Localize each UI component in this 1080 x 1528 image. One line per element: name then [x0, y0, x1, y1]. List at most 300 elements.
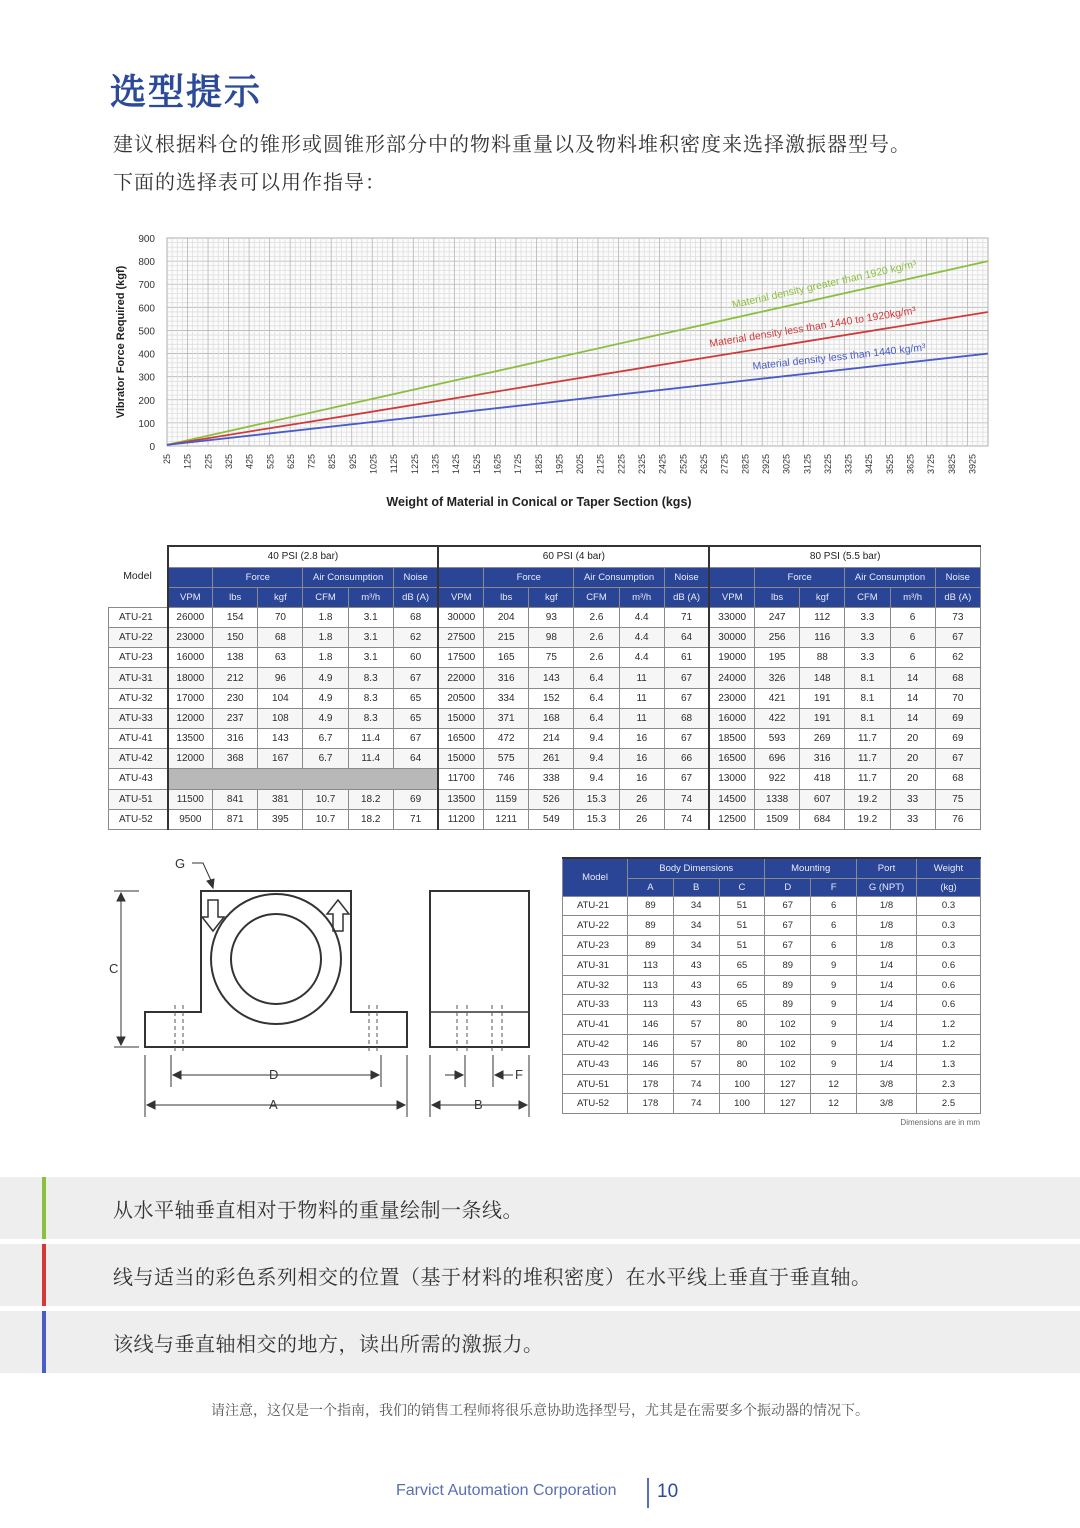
value-cell: 15000	[438, 708, 483, 728]
value-cell: 26	[619, 789, 664, 809]
unit-header: lbs	[213, 587, 258, 607]
value-cell: 80	[719, 1035, 765, 1055]
value-cell: 3.3	[845, 628, 890, 648]
x-tick-label: 2925	[760, 454, 771, 475]
value-cell: 0.3	[917, 896, 981, 916]
value-cell: 102	[765, 1015, 811, 1035]
value-cell: 16000	[709, 708, 754, 728]
dims-note: Dimensions are in mm	[900, 1118, 980, 1127]
value-cell: 1338	[755, 789, 800, 809]
x-tick-label: 1725	[513, 454, 524, 475]
value-cell: 13500	[168, 729, 213, 749]
value-cell: 14	[890, 668, 935, 688]
value-cell: 60	[393, 648, 438, 668]
value-cell: 9	[811, 995, 857, 1015]
label-d: D	[269, 1067, 279, 1082]
y-tick-label: 500	[138, 326, 155, 338]
sub-header: Air Consumption	[574, 567, 664, 587]
step-3	[0, 1311, 1080, 1373]
step-2-text: 线与适当的彩色系列相交的位置（基于材料的堆积密度）在水平线上垂直于垂直轴。	[113, 1265, 872, 1289]
model-cell: ATU-43	[563, 1054, 628, 1074]
x-tick-label: 3325	[843, 454, 854, 475]
value-cell: 127	[765, 1074, 811, 1094]
x-tick-label: 3225	[822, 454, 833, 475]
value-cell: 8.3	[348, 668, 393, 688]
x-tick-label: 25	[162, 454, 172, 465]
value-cell: 212	[213, 668, 258, 688]
value-cell: 696	[755, 749, 800, 769]
x-tick-label: 2825	[740, 454, 751, 475]
group-header-80psi: 80 PSI (5.5 bar)	[709, 546, 980, 567]
label-f: F	[515, 1067, 523, 1082]
value-cell: 6	[811, 896, 857, 916]
value-cell: 871	[213, 809, 258, 829]
value-cell: 4.4	[619, 628, 664, 648]
unavailable-cell	[168, 769, 439, 789]
model-cell: ATU-31	[109, 668, 168, 688]
table-row	[563, 1054, 981, 1074]
x-tick-label: 325	[223, 454, 234, 470]
unit-header: VPM	[709, 587, 754, 607]
value-cell: 51	[719, 896, 765, 916]
model-cell: ATU-32	[563, 975, 628, 995]
value-cell: 16500	[709, 749, 754, 769]
value-cell: 15.3	[574, 789, 619, 809]
value-cell: 146	[628, 1054, 674, 1074]
value-cell: 127	[765, 1094, 811, 1114]
value-cell: 1/4	[857, 955, 917, 975]
value-cell: 9.4	[574, 769, 619, 789]
value-cell: 10.7	[303, 789, 348, 809]
value-cell: 146	[628, 1015, 674, 1035]
value-cell: 6.4	[574, 688, 619, 708]
value-cell: 334	[484, 688, 529, 708]
value-cell: 89	[628, 916, 674, 936]
value-cell: 230	[213, 688, 258, 708]
value-cell: 8.1	[845, 708, 890, 728]
value-cell: 6	[890, 648, 935, 668]
value-cell: 74	[673, 1074, 719, 1094]
value-cell: 3.1	[348, 607, 393, 627]
model-cell: ATU-22	[563, 916, 628, 936]
value-cell: 1/4	[857, 975, 917, 995]
value-cell: 67	[765, 896, 811, 916]
unit-header: dB (A)	[935, 587, 980, 607]
value-cell: 12	[811, 1094, 857, 1114]
value-cell: 261	[529, 749, 574, 769]
x-tick-label: 3825	[946, 454, 957, 475]
x-tick-label: 3425	[864, 454, 875, 475]
value-cell: 65	[719, 995, 765, 1015]
value-cell: 17500	[438, 648, 483, 668]
model-header: Model	[109, 546, 168, 607]
unit-header: CFM	[845, 587, 890, 607]
table-row	[109, 607, 981, 627]
model-cell: ATU-32	[109, 688, 168, 708]
model-cell: ATU-43	[109, 769, 168, 789]
y-tick-label: 400	[138, 349, 155, 361]
value-cell: 11.7	[845, 729, 890, 749]
value-cell: 11.4	[348, 749, 393, 769]
value-cell: 51	[719, 916, 765, 936]
table-row	[563, 955, 981, 975]
dims-header-port: Port	[857, 858, 917, 878]
vibrator-side-body	[430, 891, 529, 1047]
value-cell: 14	[890, 688, 935, 708]
value-cell: 138	[213, 648, 258, 668]
value-cell: 13500	[438, 789, 483, 809]
x-tick-label: 2025	[575, 454, 586, 475]
value-cell: 9	[811, 975, 857, 995]
y-tick-label: 0	[149, 442, 155, 453]
sub-header: Noise	[935, 567, 980, 587]
value-cell: 2.6	[574, 628, 619, 648]
value-cell: 0.3	[917, 916, 981, 936]
value-cell: 17000	[168, 688, 213, 708]
value-cell: 395	[258, 809, 303, 829]
value-cell: 67	[765, 936, 811, 956]
force-chart	[105, 228, 995, 518]
value-cell: 12500	[709, 809, 754, 829]
table-row	[563, 1094, 981, 1114]
value-cell: 61	[664, 648, 709, 668]
table-row	[109, 668, 981, 688]
label-b: B	[474, 1097, 483, 1112]
value-cell: 418	[800, 769, 845, 789]
value-cell: 69	[935, 708, 980, 728]
value-cell: 1.3	[917, 1054, 981, 1074]
value-cell: 70	[935, 688, 980, 708]
value-cell: 27500	[438, 628, 483, 648]
value-cell: 8.1	[845, 668, 890, 688]
value-cell: 215	[484, 628, 529, 648]
model-cell: ATU-41	[109, 729, 168, 749]
dims-unit-header: D	[765, 878, 811, 896]
value-cell: 0.3	[917, 936, 981, 956]
value-cell: 6.4	[574, 668, 619, 688]
x-tick-label: 3625	[905, 454, 916, 475]
sub-header	[709, 567, 754, 587]
value-cell: 12000	[168, 749, 213, 769]
x-tick-label: 3525	[884, 454, 895, 475]
y-tick-label: 900	[138, 234, 155, 245]
value-cell: 9	[811, 1054, 857, 1074]
value-cell: 1.2	[917, 1035, 981, 1055]
x-tick-label: 1425	[451, 454, 462, 475]
y-tick-label: 200	[138, 395, 155, 407]
dims-unit-header: G (NPT)	[857, 878, 917, 896]
value-cell: 43	[673, 975, 719, 995]
value-cell: 89	[765, 955, 811, 975]
model-cell: ATU-52	[109, 809, 168, 829]
value-cell: 3.3	[845, 648, 890, 668]
value-cell: 2.3	[917, 1074, 981, 1094]
dims-unit-header: C	[719, 878, 765, 896]
value-cell: 4.9	[303, 708, 348, 728]
model-cell: ATU-21	[109, 607, 168, 627]
value-cell: 0.6	[917, 995, 981, 1015]
value-cell: 30000	[709, 628, 754, 648]
value-cell: 3.3	[845, 607, 890, 627]
sub-header: Air Consumption	[303, 567, 393, 587]
dims-header-weight: Weight	[917, 858, 981, 878]
value-cell: 74	[664, 809, 709, 829]
value-cell: 89	[765, 975, 811, 995]
value-cell: 143	[258, 729, 303, 749]
value-cell: 68	[935, 769, 980, 789]
x-tick-label: 2625	[699, 454, 710, 475]
x-tick-label: 625	[285, 454, 296, 470]
value-cell: 148	[800, 668, 845, 688]
value-cell: 93	[529, 607, 574, 627]
x-tick-label: 2725	[719, 454, 730, 475]
x-tick-label: 925	[347, 454, 358, 470]
value-cell: 65	[719, 975, 765, 995]
step-2	[0, 1244, 1080, 1306]
table-row	[109, 769, 981, 789]
value-cell: 2.5	[917, 1094, 981, 1114]
guide-note: 请注意，这仅是一个指南，我们的销售工程师将很乐意协助选择型号，尤其是在需要多个振动器的情况下。	[211, 1403, 869, 1419]
value-cell: 12000	[168, 708, 213, 728]
value-cell: 64	[393, 749, 438, 769]
value-cell: 65	[393, 688, 438, 708]
page-title: 选型提示	[110, 72, 263, 113]
table-row	[563, 936, 981, 956]
value-cell: 1/4	[857, 995, 917, 1015]
table-row	[109, 749, 981, 769]
y-tick-label: 300	[138, 372, 155, 384]
value-cell: 422	[755, 708, 800, 728]
value-cell: 1509	[755, 809, 800, 829]
value-cell: 113	[628, 975, 674, 995]
value-cell: 8.3	[348, 688, 393, 708]
value-cell: 841	[213, 789, 258, 809]
performance-table	[108, 545, 981, 830]
table-row	[563, 896, 981, 916]
value-cell: 1/4	[857, 1054, 917, 1074]
value-cell: 16500	[438, 729, 483, 749]
dims-unit-header: F	[811, 878, 857, 896]
value-cell: 191	[800, 708, 845, 728]
value-cell: 19.2	[845, 809, 890, 829]
model-cell: ATU-42	[109, 749, 168, 769]
value-cell: 9.4	[574, 749, 619, 769]
value-cell: 13000	[709, 769, 754, 789]
value-cell: 18500	[709, 729, 754, 749]
dims-model-header: Model	[563, 858, 628, 896]
y-tick-label: 600	[138, 303, 155, 315]
value-cell: 67	[664, 729, 709, 749]
dimensions-table	[562, 857, 981, 1114]
x-tick-label: 2225	[616, 454, 627, 475]
value-cell: 526	[529, 789, 574, 809]
value-cell: 1/4	[857, 1035, 917, 1055]
value-cell: 154	[213, 607, 258, 627]
value-cell: 421	[755, 688, 800, 708]
x-tick-label: 1825	[533, 454, 544, 475]
unit-header: CFM	[574, 587, 619, 607]
value-cell: 269	[800, 729, 845, 749]
value-cell: 51	[719, 936, 765, 956]
x-tick-label: 1625	[492, 454, 503, 475]
value-cell: 16000	[168, 648, 213, 668]
value-cell: 20	[890, 749, 935, 769]
value-cell: 316	[484, 668, 529, 688]
value-cell: 67	[765, 916, 811, 936]
value-cell: 26000	[168, 607, 213, 627]
value-cell: 62	[393, 628, 438, 648]
sub-header: Air Consumption	[845, 567, 935, 587]
value-cell: 237	[213, 708, 258, 728]
x-tick-label: 1925	[554, 454, 565, 475]
table-row	[563, 995, 981, 1015]
x-tick-label: 3125	[802, 454, 813, 475]
value-cell: 368	[213, 749, 258, 769]
value-cell: 71	[393, 809, 438, 829]
table-row	[109, 729, 981, 749]
value-cell: 75	[529, 648, 574, 668]
value-cell: 256	[755, 628, 800, 648]
value-cell: 11.7	[845, 769, 890, 789]
value-cell: 75	[935, 789, 980, 809]
sub-header	[438, 567, 483, 587]
y-tick-label: 700	[138, 280, 155, 292]
value-cell: 204	[484, 607, 529, 627]
value-cell: 15000	[438, 749, 483, 769]
value-cell: 9	[811, 1035, 857, 1055]
footer-divider	[647, 1478, 649, 1508]
value-cell: 165	[484, 648, 529, 668]
intro-line-2: 下面的选择表可以用作指导：	[113, 170, 386, 194]
value-cell: 34	[673, 936, 719, 956]
value-cell: 68	[393, 607, 438, 627]
value-cell: 23000	[168, 628, 213, 648]
value-cell: 33	[890, 789, 935, 809]
value-cell: 746	[484, 769, 529, 789]
group-header-40psi: 40 PSI (2.8 bar)	[168, 546, 439, 567]
value-cell: 23000	[709, 688, 754, 708]
value-cell: 102	[765, 1054, 811, 1074]
value-cell: 112	[800, 607, 845, 627]
value-cell: 19000	[709, 648, 754, 668]
sub-header: Noise	[664, 567, 709, 587]
value-cell: 68	[664, 708, 709, 728]
value-cell: 16	[619, 769, 664, 789]
footer-company: Farvict Automation Corporation	[396, 1482, 617, 1499]
value-cell: 73	[935, 607, 980, 627]
value-cell: 316	[213, 729, 258, 749]
value-cell: 113	[628, 955, 674, 975]
value-cell: 1/4	[857, 1015, 917, 1035]
value-cell: 472	[484, 729, 529, 749]
intro-line-1: 建议根据料仓的锥形或圆锥形部分中的物料重量以及物料堆积密度来选择激振器型号。	[113, 132, 911, 156]
value-cell: 34	[673, 916, 719, 936]
y-axis-label: Vibrator Force Required (kgf)	[115, 265, 127, 419]
unit-header: VPM	[438, 587, 483, 607]
value-cell: 89	[628, 896, 674, 916]
value-cell: 146	[628, 1035, 674, 1055]
model-cell: ATU-23	[109, 648, 168, 668]
value-cell: 67	[664, 668, 709, 688]
value-cell: 67	[935, 628, 980, 648]
value-cell: 11200	[438, 809, 483, 829]
value-cell: 3/8	[857, 1074, 917, 1094]
value-cell: 67	[664, 688, 709, 708]
y-tick-label: 100	[138, 418, 155, 430]
group-header-60psi: 60 PSI (4 bar)	[438, 546, 709, 567]
value-cell: 1/8	[857, 896, 917, 916]
value-cell: 96	[258, 668, 303, 688]
value-cell: 116	[800, 628, 845, 648]
value-cell: 33	[890, 809, 935, 829]
value-cell: 143	[529, 668, 574, 688]
model-cell: ATU-33	[109, 708, 168, 728]
x-tick-label: 1125	[389, 454, 400, 474]
value-cell: 102	[765, 1035, 811, 1055]
value-cell: 15.3	[574, 809, 619, 829]
value-cell: 922	[755, 769, 800, 789]
value-cell: 316	[800, 749, 845, 769]
value-cell: 3.1	[348, 648, 393, 668]
x-tick-label: 1525	[471, 454, 482, 475]
x-tick-label: 3925	[967, 454, 978, 475]
table-row	[109, 688, 981, 708]
unit-header: m³/h	[890, 587, 935, 607]
value-cell: 88	[800, 648, 845, 668]
x-tick-label: 2425	[657, 454, 668, 475]
sub-header	[168, 567, 213, 587]
value-cell: 2.6	[574, 607, 619, 627]
label-c: C	[109, 961, 119, 976]
value-cell: 62	[935, 648, 980, 668]
step-2-accent	[42, 1244, 46, 1306]
value-cell: 11500	[168, 789, 213, 809]
value-cell: 69	[935, 729, 980, 749]
x-tick-label: 425	[244, 454, 255, 470]
value-cell: 67	[935, 749, 980, 769]
table-row	[563, 1074, 981, 1094]
step-3-text: 该线与垂直轴相交的地方，读出所需的激振力。	[113, 1332, 544, 1356]
value-cell: 6	[890, 607, 935, 627]
label-g: G	[175, 856, 186, 871]
unit-header: kgf	[258, 587, 303, 607]
value-cell: 178	[628, 1094, 674, 1114]
table-row	[109, 628, 981, 648]
table-row	[109, 809, 981, 829]
value-cell: 20	[890, 769, 935, 789]
table-row	[563, 916, 981, 936]
value-cell: 66	[664, 749, 709, 769]
value-cell: 14500	[709, 789, 754, 809]
value-cell: 1.8	[303, 628, 348, 648]
value-cell: 98	[529, 628, 574, 648]
value-cell: 74	[673, 1094, 719, 1114]
unit-header: dB (A)	[664, 587, 709, 607]
value-cell: 11700	[438, 769, 483, 789]
value-cell: 89	[765, 995, 811, 1015]
value-cell: 8.1	[845, 688, 890, 708]
value-cell: 67	[393, 729, 438, 749]
step-1	[0, 1177, 1080, 1239]
unit-header: m³/h	[619, 587, 664, 607]
value-cell: 575	[484, 749, 529, 769]
x-tick-label: 825	[327, 454, 338, 470]
value-cell: 24000	[709, 668, 754, 688]
value-cell: 6.7	[303, 729, 348, 749]
value-cell: 1.2	[917, 1015, 981, 1035]
sub-header: Noise	[393, 567, 438, 587]
value-cell: 11.4	[348, 729, 393, 749]
